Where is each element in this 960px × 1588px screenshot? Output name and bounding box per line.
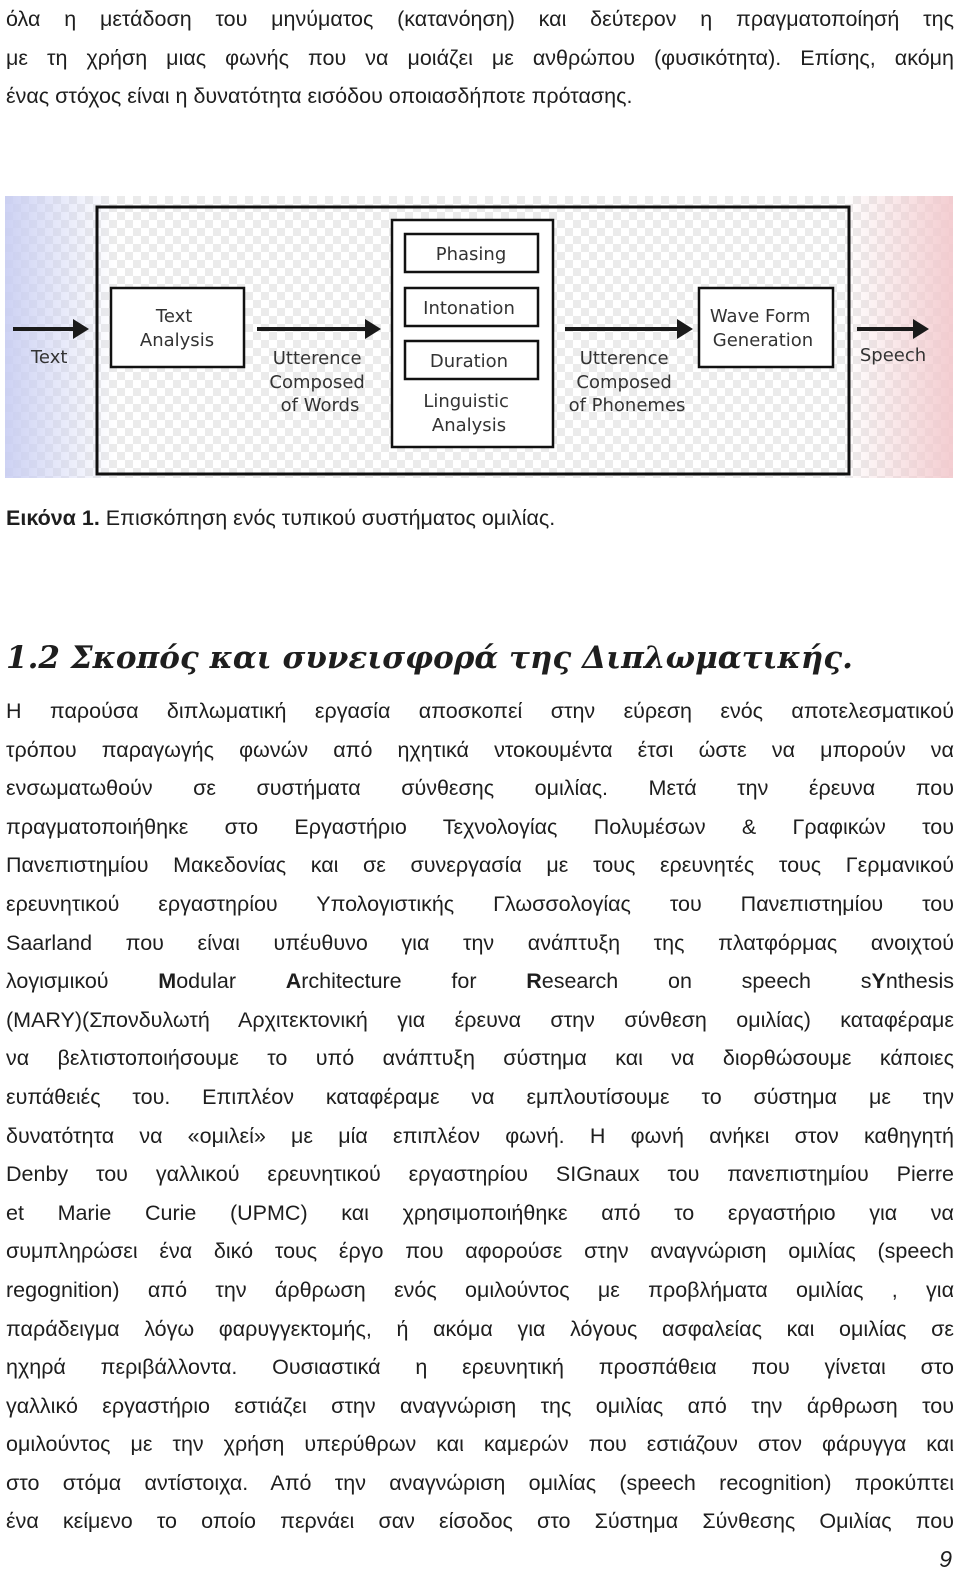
intonation-label: Intonation	[423, 298, 515, 319]
text-span: rchitecture for	[301, 969, 527, 994]
text-span: esearch on speech s	[541, 969, 872, 994]
intro-line: όλα η μετάδοση του μηνύματος (κατανόηση) και δεύτερον η πραγματοποίησή της	[6, 7, 954, 31]
body-line: ένα κείμενο το οποίο περνάει σαν είσοδος στο Σύστημα Σύνθεσης Ομιλίας που	[6, 1509, 954, 1534]
speech-system-diagram	[5, 196, 953, 478]
duration-label: Duration	[429, 351, 509, 372]
intro-line: με τη χρήση μιας φωνής που να μοιάζει με ανθρώπου (φυσικότητα). Επίσης, ακόμη	[6, 45, 954, 70]
phonemes-label: Utterence Composed of Phonemes	[568, 348, 686, 416]
waveform-box	[699, 288, 833, 367]
section-title: 1.2 Σκοπός και συνεισφορά της Διπλωματικής.	[6, 640, 853, 676]
body-line: ευπάθειές του. Επιπλέον καταφέραμε να εμπλουτίσουμε το σύστημα με την	[6, 1084, 954, 1109]
body-line: ομιλούντος με την χρήση υπερύθρων και καμερών που εστιάζουν στον φάρυγγα και	[6, 1432, 954, 1457]
bold-initial: Y	[871, 969, 886, 994]
body-line: Πανεπιστημίου Μακεδονίας και σε συνεργασία με τους ερευνητές τους Γερμανικού	[6, 853, 954, 878]
text-span: nthesis	[885, 969, 954, 994]
body-line: να βελτιστοποιήσουμε το υπό ανάπτυξη σύστημα και να διορθώσουμε κάποιες	[6, 1046, 954, 1071]
input-label: Text	[31, 347, 68, 368]
body-line: Saarland που είναι υπέυθυνο για την ανάπτυξη της πλατφόρμας ανοιχτού	[6, 930, 954, 955]
bold-initial: R	[526, 969, 542, 994]
body-line: ερευνητικού εργαστηρίου Υπολογιστικής Γλωσσολογίας του Πανεπιστημίου του	[6, 891, 954, 916]
figure-caption	[6, 506, 555, 531]
body-line: regognition) από την άρθρωση ενός ομιλούντος με προβλήματα ομιλίας , για	[6, 1277, 954, 1302]
body-line-mary	[6, 962, 954, 1001]
phasing-label: Phasing	[435, 244, 507, 265]
body-line: ενσωματωθούν σε συστήματα σύνθεσης ομιλίας. Μετά την έρευνα που	[6, 776, 954, 801]
linguistic-label: Linguistic Analysis	[423, 391, 509, 436]
body-line: Denby του γαλλικού ερευνητικού εργαστηρίου SIGnaux του πανεπιστημίου Pierre	[6, 1162, 954, 1187]
body-line: γαλλικό εργαστήριο εστιάζει στην αναγνώριση της ομιλίας από την άρθρωση του	[6, 1393, 954, 1418]
text-analysis-box	[111, 288, 244, 367]
body-line: (MARY)(Σπονδυλωτή Αρχιτεκτονική για έρευνα στην σύνθεση ομιλίας) καταφέραμε	[6, 1007, 954, 1032]
text-span: λογισμικού	[6, 969, 159, 994]
body-line: συμπληρώσει ένα δικό τους έργο που αφορούσε στην αναγνώριση ομιλίας (speech	[6, 1239, 954, 1264]
waveform-label: Wave Form Generation	[709, 306, 814, 351]
caption-text: Επισκόπηση ενός τυπικού συστήματος ομιλίας.	[99, 506, 556, 530]
body-line: ηχηρά περιβάλλοντα. Ουσιαστικά η ερευνητική προσπάθεια που γίνεται στο	[6, 1355, 954, 1380]
output-label: Speech	[859, 345, 927, 366]
body-line: Η παρούσα διπλωματική εργασία αποσκοπεί στην εύρεση ενός αποτελεσματικού	[6, 699, 954, 723]
body-line: δυνατότητα να «ομιλεί» με μία επιπλέον φωνή. Η φωνή ανήκει στον καθηγητή	[6, 1123, 954, 1148]
body-line: πραγματοποιήθηκε στο Εργαστήριο Τεχνολογίας Πολυμέσων & Γραφικών του	[6, 814, 954, 839]
text-analysis-label: Text Analysis	[139, 306, 215, 351]
intro-line: ένας στόχος είναι η δυνατότητα εισόδου οποιασδήποτε πρότασης.	[6, 84, 633, 108]
bold-initial: M	[158, 969, 177, 994]
body-paragraph	[6, 692, 954, 1541]
text-span: odular	[176, 969, 286, 994]
body-line: στο στόμα αντίστοιχα. Από την αναγνώριση ομιλίας (speech recognition) προκύπτει	[6, 1470, 954, 1495]
page-number: 9	[939, 1546, 952, 1572]
body-line: παράδειγμα λόγω φαρυγγεκτομής, ή ακόμα για λόγους ασφαλείας και ομιλίας σε	[6, 1316, 954, 1341]
caption-label: Εικόνα 1.	[6, 506, 100, 530]
bold-initial: A	[285, 969, 302, 994]
intro-paragraph	[6, 0, 954, 116]
body-line: τρόπου παραγωγής φωνών από ηχητικά ντοκουμέντα έτσι ώστε να μπορούν να	[6, 737, 954, 762]
body-line: et Marie Curie (UPMC) και χρησιμοποιήθηκε από το εργαστήριο για να	[6, 1200, 954, 1225]
words-label: Utterence Composed of Words	[269, 348, 365, 416]
